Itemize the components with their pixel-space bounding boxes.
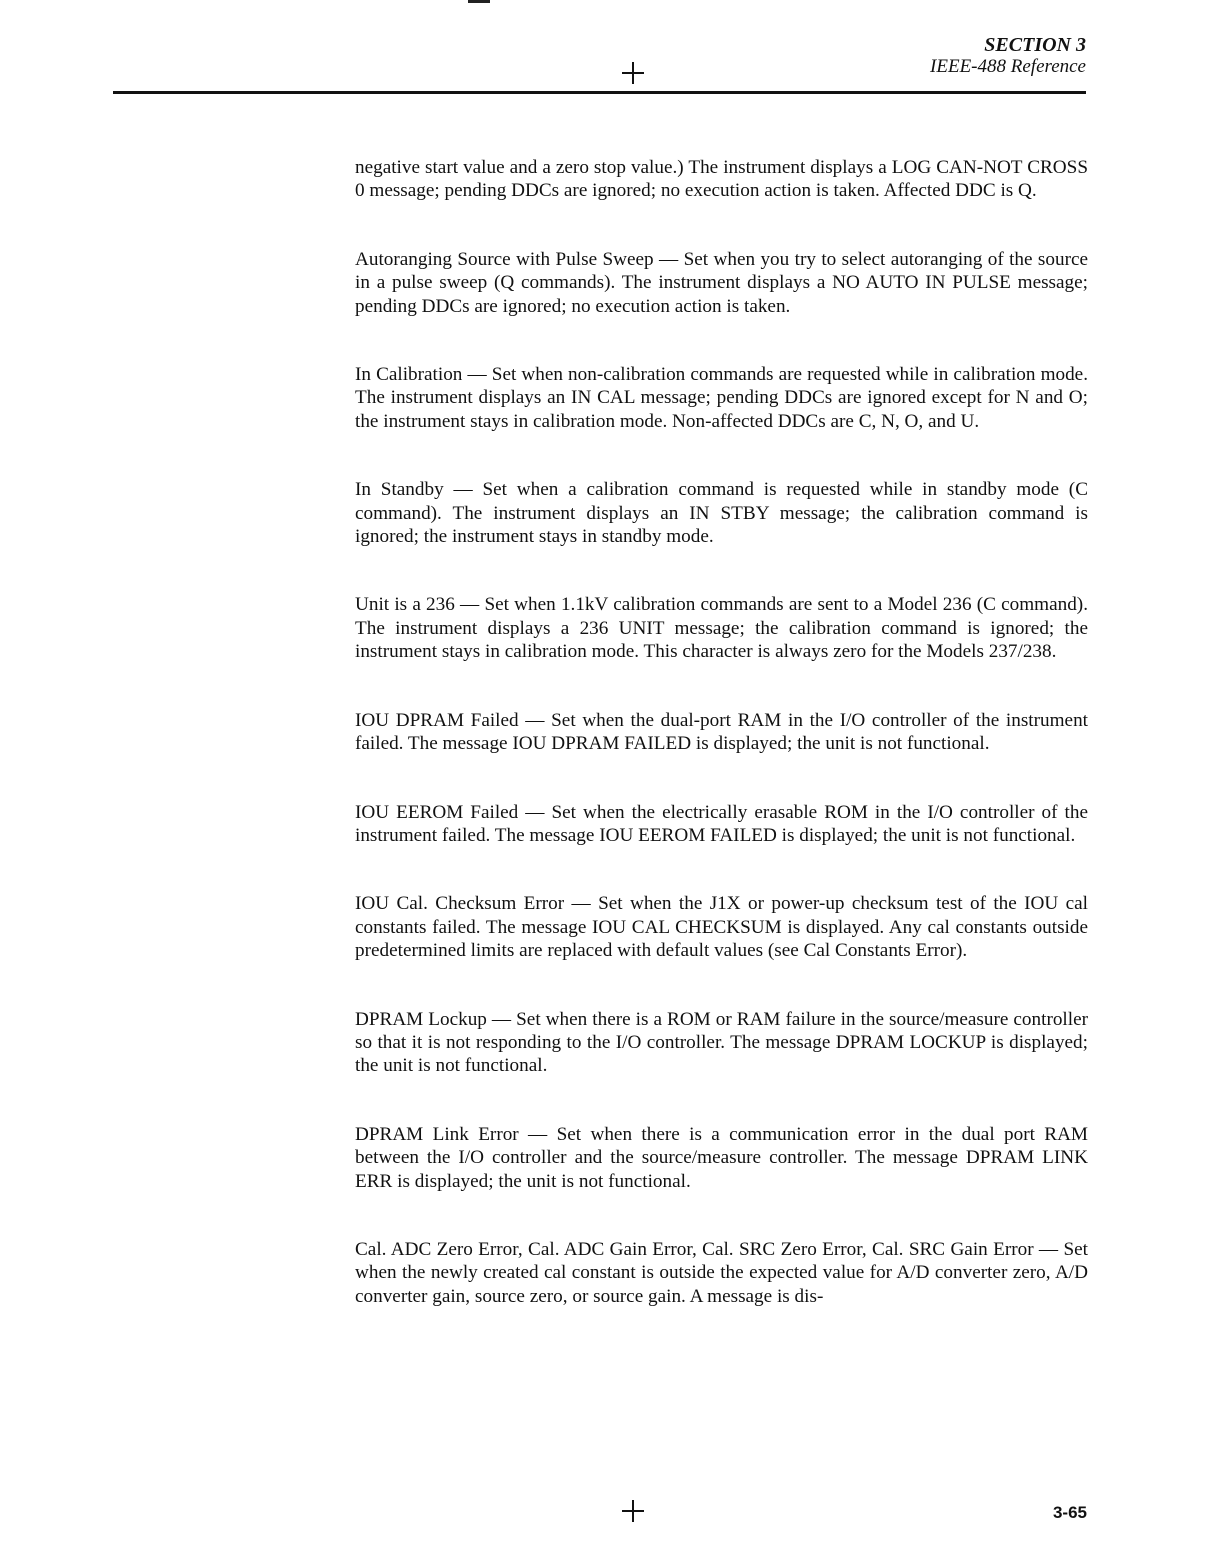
registration-crosshair-bottom-icon bbox=[622, 1500, 644, 1522]
paragraph-cal-zero-gain-errors: Cal. ADC Zero Error, Cal. ADC Gain Error, Cal. SRC Zero Error, Cal. SRC Gain Error — Set when the newly created cal constant is outside the expected value for A/D converter zero, A/D converter gain, source zero, or source gain. A message is dis- bbox=[355, 1238, 1088, 1307]
page-number: 3-65 bbox=[1052, 1503, 1087, 1522]
paragraph-unit-is-236: Unit is a 236 — Set when 1.1kV calibration commands are sent to a Model 236 (C command). The instrument displays a 236 UNIT message; the calibration command is ignored; the instrument stays in calibration mode. This character is always zero for the Models 237/238. bbox=[355, 594, 1088, 663]
paragraph-iou-dpram-failed: IOU DPRAM Failed — Set when the dual-port RAM in the I/O controller of the instrument failed. The message IOU DPRAM FAILED is displayed; the unit is not functional. bbox=[355, 709, 1088, 755]
paragraph-in-calibration: In Calibration — Set when non-calibration commands are requested while in calibration mode. The instrument displays an IN CAL message; pending DDCs are ignored except for N and O; the instrument stays in calibration mode. Non-affected DDCs are C, N, O, and U. bbox=[355, 364, 1088, 432]
header-section-label: SECTION 3 bbox=[984, 34, 1086, 56]
header-rule bbox=[113, 91, 1086, 94]
top-edge-mark bbox=[468, 0, 490, 3]
header-subtitle: IEEE-488 Reference bbox=[930, 56, 1086, 77]
paragraph-iou-eerom-failed: IOU EEROM Failed — Set when the electrically erasable ROM in the I/O controller of the instrument failed. The message IOU EEROM FAILED is displayed; the unit is not functional. bbox=[355, 801, 1088, 846]
paragraph-dpram-lockup: DPRAM Lockup — Set when there is a ROM or RAM failure in the source/measure controller so that it is not responding to the I/O controller. The message DPRAM LOCKUP is displayed; the unit is not functional. bbox=[355, 1008, 1088, 1077]
paragraph-in-standby: In Standby — Set when a calibration command is requested while in standby mode (C command). The instrument displays an IN STBY message; the calibration command is ignored; the instrument stays in standby mode. bbox=[355, 479, 1088, 548]
paragraph-log-cannot-cross-zero: negative start value and a zero stop value.) The instrument displays a LOG CAN-NOT CROSS 0 message; pending DDCs are ignored; no execution action is taken. Affected DDC is Q. bbox=[355, 157, 1088, 202]
paragraph-dpram-link-error: DPRAM Link Error — Set when there is a communication error in the dual port RAM between the I/O controller and the source/measure controller. The message DPRAM LINK ERR is displayed; the unit is not functional. bbox=[355, 1123, 1088, 1192]
running-header bbox=[930, 34, 1086, 78]
registration-crosshair-top-icon bbox=[622, 62, 644, 84]
paragraph-iou-cal-checksum-error: IOU Cal. Checksum Error — Set when the J1X or power-up checksum test of the IOU cal constants failed. The message IOU CAL CHECKSUM is displayed. Any cal constants outside predetermined limits are replaced with default values (see Cal Constants Error). bbox=[355, 893, 1088, 962]
body-text bbox=[355, 156, 1088, 1353]
paragraph-autoranging-pulse-sweep: Autoranging Source with Pulse Sweep — Set when you try to select autoranging of the source in a pulse sweep (Q commands). The instrument displays a NO AUTO IN PULSE message; pending DDCs are ignored; no execution action is taken. bbox=[355, 248, 1088, 317]
